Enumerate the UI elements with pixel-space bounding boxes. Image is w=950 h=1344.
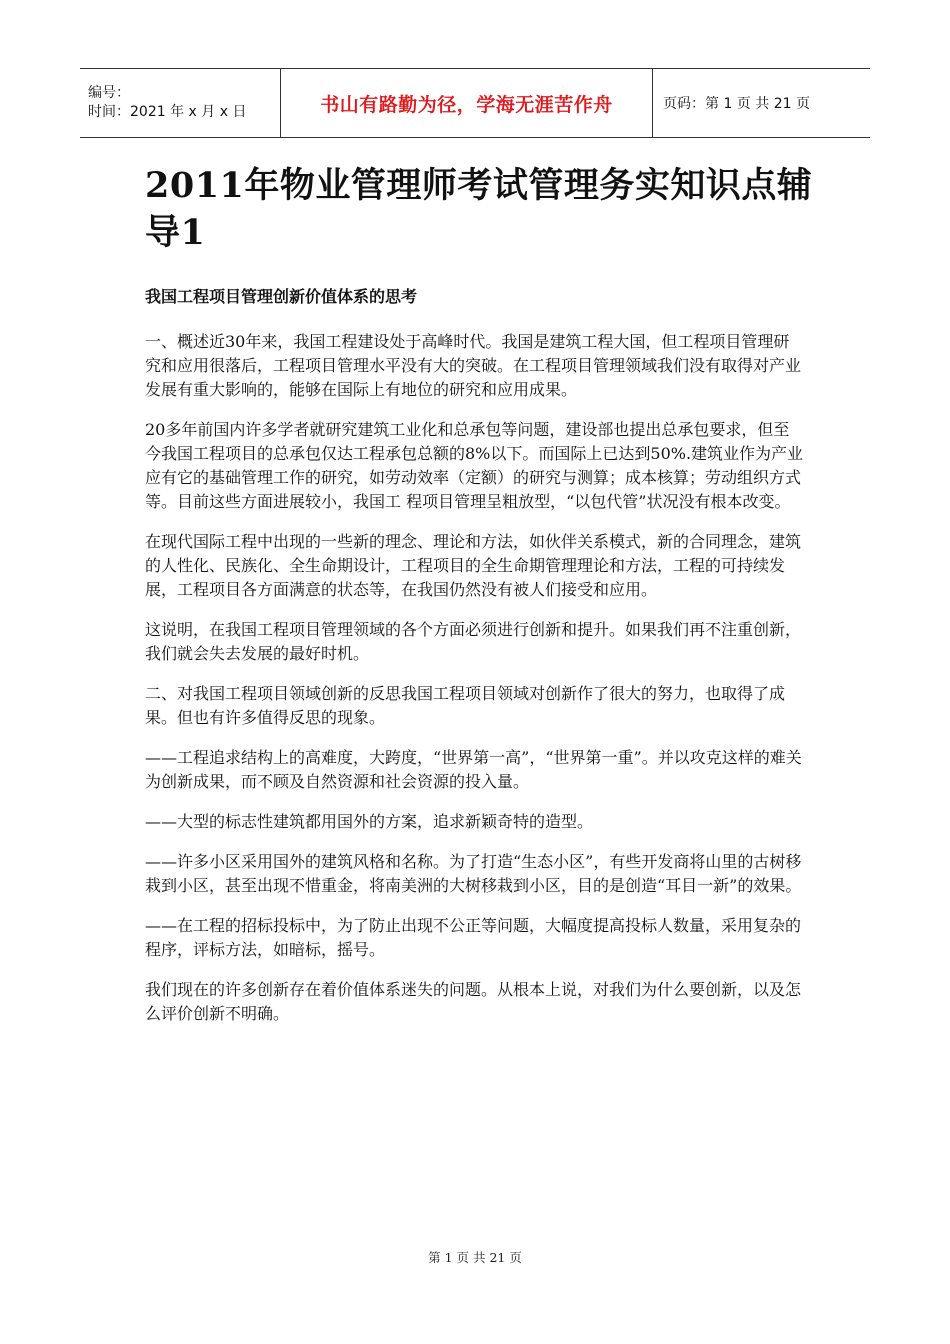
paragraph: 我们现在的许多创新存在着价值体系迷失的问题。从根本上说，对我们为什么要创新，以及怎么评价创新不明确。 [145, 980, 802, 1023]
motto: 书山有路勤为径，学海无涯苦作舟 [320, 93, 613, 116]
document-subtitle: 我国工程项目管理创新价值体系的思考 [145, 287, 418, 306]
header-table [80, 68, 870, 138]
page-footer: 第 1 页 共 21 页 [428, 1250, 522, 1265]
paragraph: 20多年前国内许多学者就研究建筑工业化和总承包等问题，建设部也提出总承包要求，但至今我国工程项目的总承包仅达工程承包总额的8%以下。而国际上已达到50%.建筑业作为产业应有它的基础管理工作的研究，如劳动效率（定额）的研究与测算；成本核算；劳动组织方式等。目前这些方面进展较小，我国工 程项目管理呈粗放型，“以包代管”状况没有根本改变。 [145, 420, 804, 511]
paragraph: 二、对我国工程项目领域创新的反思我国工程项目领域对创新作了很大的努力，也取得了成果。但也有许多值得反思的现象。 [145, 684, 786, 727]
header-meta [80, 69, 280, 137]
time-label: 时间：2021 年 x 月 x 日 [88, 104, 247, 120]
paragraph: ——在工程的招标投标中，为了防止出现不公正等问题，大幅度提高投标人数量，采用复杂的程序，评标方法，如暗标，摇号。 [145, 916, 802, 959]
paragraph: 这说明，在我国工程项目管理领域的各个方面必须进行创新和提升。如果我们再不注重创新，我们就会失去发展的最好时机。 [145, 620, 802, 663]
header-page-cell [653, 69, 870, 137]
paragraph: ——工程追求结构上的高难度，大跨度，“世界第一高”，“世界第一重”。并以攻克这样的难关为创新成果，而不顾及自然资源和社会资源的投入量。 [145, 748, 802, 791]
number-label: 编号： [88, 85, 130, 101]
paragraph: 一、概述近30年来，我国工程建设处于高峰时代。我国是建筑工程大国，但工程项目管理研究和应用很落后，工程项目管理水平没有大的突破。在工程项目管理领域我们没有取得对产业发展有重大影响的，能够在国际上有地位的研究和应用成果。 [145, 332, 802, 399]
document-body [145, 330, 805, 1042]
paragraph: ——许多小区采用国外的建筑风格和名称。为了打造“生态小区”，有些开发商将山里的古树移栽到小区，甚至出现不惜重金，将南美洲的大树移栽到小区，目的是创造“耳目一新”的效果。 [145, 852, 802, 895]
header-motto-cell [280, 69, 653, 137]
page-info: 页码：第 1 页 共 21 页 [663, 96, 810, 112]
paragraph: ——大型的标志性建筑都用国外的方案，追求新颖奇特的造型。 [145, 812, 594, 831]
document-title: 2011年物业管理师考试管理务实知识点辅导1 [145, 165, 813, 253]
paragraph: 在现代国际工程中出现的一些新的理念、理论和方法，如伙伴关系模式，新的合同理念，建筑的人性化、民族化、全生命期设计，工程项目的全生命期管理理论和方法，工程的可持续发展，工程项目各方面满意的状态等，在我国仍然没有被人们接受和应用。 [145, 532, 802, 599]
